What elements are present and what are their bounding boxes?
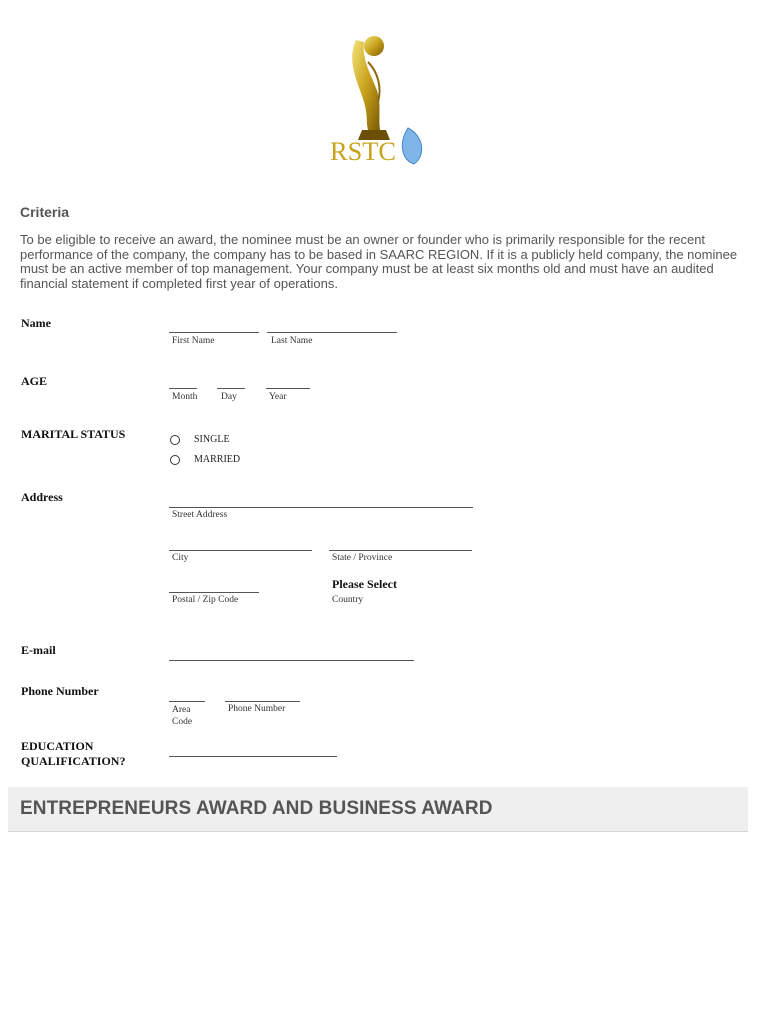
postal-code-caption: Postal / Zip Code [172,595,239,605]
age-year-field[interactable] [266,388,310,389]
name-label: Name [21,316,51,330]
rstc-logo [328,32,428,166]
email-field[interactable] [169,660,414,661]
email-label: E-mail [21,643,56,657]
first-name-field[interactable] [169,332,259,333]
age-year-caption: Year [269,392,287,402]
area-code-field[interactable] [169,701,205,702]
last-name-caption: Last Name [271,336,313,346]
education-label: EDUCATION QUALIFICATION? [21,739,126,768]
logo-text: RSTC [330,137,396,166]
single-option-label: SINGLE [194,434,230,445]
education-field[interactable] [169,756,337,757]
last-name-field[interactable] [267,332,397,333]
criteria-text: To be eligible to receive an award, the nominee must be an owner or founder who is primarily responsible for the recent performance of the company, the company has to be based in SAARC REGION. If it is a publicly held company, the nominee must be an active member of top management. Your company must be at least six months old and must have an audited financial statement if completed first year of operations. [20,232,738,291]
country-caption: Country [332,595,364,605]
street-address-caption: Street Address [172,510,228,520]
phone-number-caption: Phone Number [228,704,286,714]
criteria-title: Criteria [20,204,70,220]
age-month-field[interactable] [169,388,197,389]
age-day-caption: Day [221,392,237,402]
street-address-field[interactable] [169,507,473,508]
single-radio[interactable] [170,435,180,445]
married-radio[interactable] [170,455,180,465]
city-field[interactable] [169,550,312,551]
phone-number-field[interactable] [225,701,300,702]
age-label: AGE [21,374,48,388]
age-day-field[interactable] [217,388,245,389]
country-select[interactable]: Please Select [332,577,397,591]
age-month-caption: Month [172,392,198,402]
married-option-label: MARRIED [194,454,241,465]
state-field[interactable] [329,550,472,551]
address-label: Address [21,490,63,504]
phone-label: Phone Number [21,684,99,698]
state-caption: State / Province [332,553,393,563]
city-caption: City [172,553,189,563]
postal-code-field[interactable] [169,592,259,593]
section-title: ENTREPRENEURS AWARD AND BUSINESS AWARD [20,798,493,819]
marital-status-label: MARITAL STATUS [21,427,126,441]
first-name-caption: First Name [172,336,215,346]
area-code-caption: Area Code [172,705,193,727]
